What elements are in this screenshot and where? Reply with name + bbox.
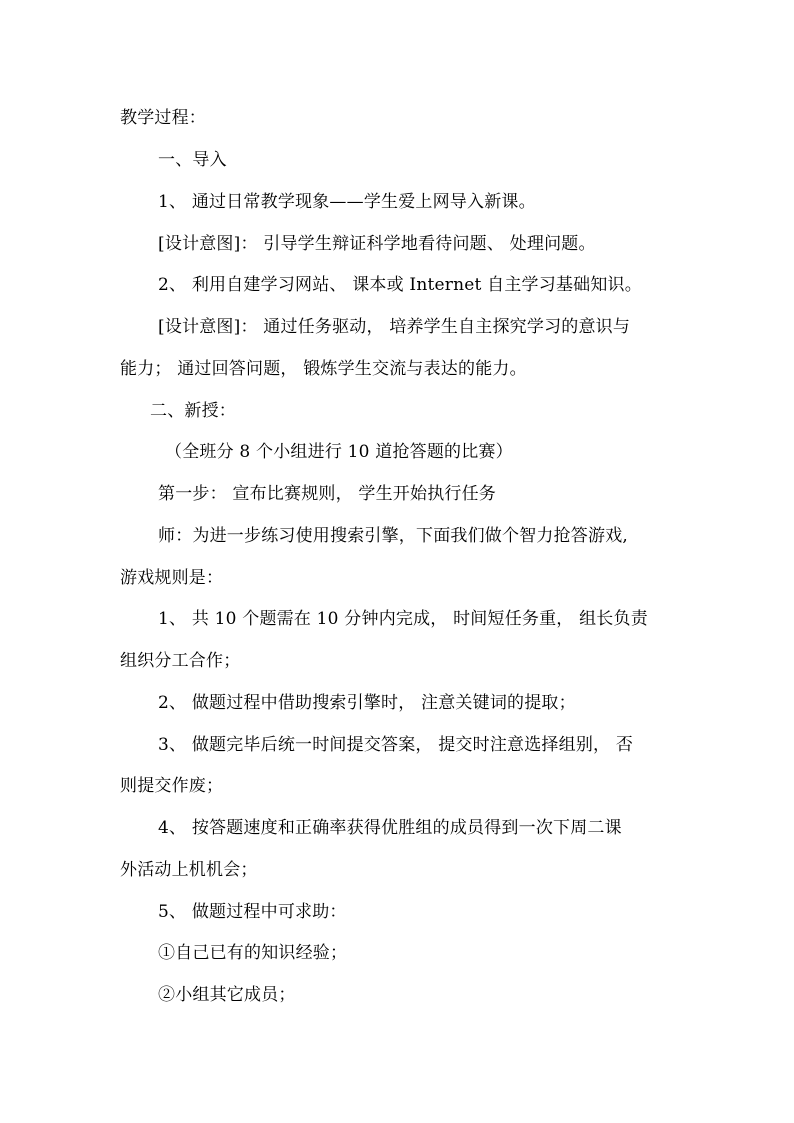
paragraph-line: 2、 做题过程中借助搜索引擎时， 注意关键词的提取；	[158, 693, 576, 713]
section-heading-introduction: 一、导入	[158, 150, 227, 170]
paragraph-line: 则提交作废；	[120, 776, 224, 796]
paragraph-line: [设计意图]： 通过任务驱动， 培养学生自主探究学习的意识与	[158, 317, 631, 337]
section-heading-new-lesson: 二、新授：	[150, 401, 236, 421]
paragraph-line: 5、 做题过程中可求助：	[158, 902, 347, 922]
list-item: ②小组其它成员；	[158, 985, 296, 1005]
paragraph-line: 游戏规则是：	[120, 568, 224, 588]
list-item: ①自己已有的知识经验；	[158, 943, 348, 963]
paragraph-line: 2、 利用自建学习网站、 课本或 Internet 自主学习基础知识。	[158, 275, 642, 295]
paragraph-line: 1、 通过日常教学现象——学生爱上网导入新课。	[158, 192, 536, 212]
paragraph-line: 1、 共 10 个题需在 10 分钟内完成， 时间短任务重， 组长负责	[158, 609, 648, 629]
paragraph-line: 外活动上机机会；	[120, 860, 258, 880]
paragraph-line: 能力； 通过回答问题， 锻炼学生交流与表达的能力。	[120, 359, 527, 379]
paragraph-line: 3、 做题完毕后统一时间提交答案， 提交时注意选择组别， 否	[158, 735, 634, 755]
paragraph-line: 组织分工合作；	[120, 651, 241, 671]
paragraph-line: 4、 按答题速度和正确率获得优胜组的成员得到一次下周二课	[158, 818, 622, 838]
section-heading-teaching-process: 教学过程：	[120, 108, 206, 128]
paragraph-line: [设计意图]： 引导学生辩证科学地看待问题、 处理问题。	[158, 234, 596, 254]
paragraph-line: 师：为进一步练习使用搜索引擎，下面我们做个智力抢答游戏,	[158, 526, 629, 546]
paragraph-line: 第一步： 宣布比赛规则， 学生开始执行任务	[158, 484, 497, 504]
paragraph-line: （全班分 8 个小组进行 10 道抢答题的比赛）	[165, 442, 513, 462]
